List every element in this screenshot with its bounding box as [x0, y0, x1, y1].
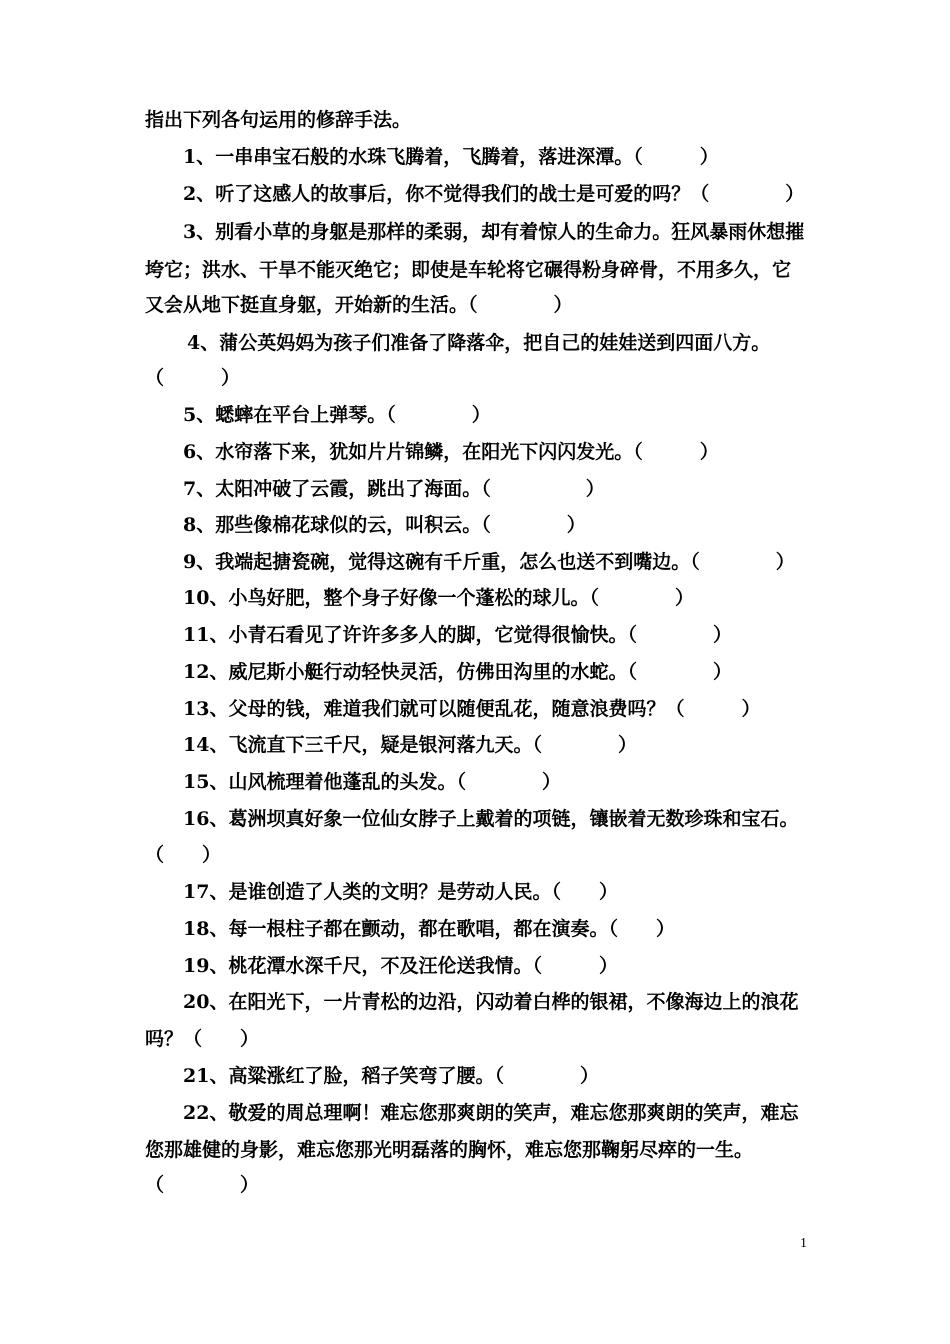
question-line: 11、小青石看见了许许多多人的脚，它觉得很愉快。（ ） [183, 624, 732, 646]
answer-blank: （ ） [145, 1174, 260, 1196]
question-line: 10、小鸟好肥，整个身子好像一个蓬松的球儿。（ ） [183, 587, 694, 609]
answer-blank: （ ） [145, 844, 222, 866]
question-line: 22、敬爱的周总理啊！难忘您那爽朗的笑声，难忘您那爽朗的笑声，难忘 [183, 1102, 799, 1124]
question-line: 20、在阳光下，一片青松的边沿，闪动着白桦的银裙，不像海边上的浪花 [183, 991, 799, 1013]
question-line: 4、蒲公英妈妈为孩子们准备了降落伞，把自己的娃娃送到四面八方。 [187, 332, 771, 354]
question-line: 1、一串串宝石般的水珠飞腾着，飞腾着，落进深潭。（ ） [183, 146, 719, 168]
answer-blank: （ ） [145, 367, 241, 389]
question-line: 18、每一根柱子都在颤动，都在歌唱，都在演奏。（ ） [183, 918, 675, 940]
page-number: 1 [800, 1236, 807, 1251]
question-line: 9、我端起搪瓷碗，觉得这碗有千斤重，怎么也送不到嘴边。（ ） [183, 551, 795, 573]
question-line: 21、高粱涨红了脸，稻子笑弯了腰。（ ） [183, 1065, 599, 1087]
question-line: 19、桃花潭水深千尺，不及汪伦送我情。（ ） [183, 955, 618, 977]
question-line: 16、葛洲坝真好象一位仙女脖子上戴着的项链，镶嵌着无数珍珠和宝石。 [183, 808, 799, 830]
question-line: 8、那些像棉花球似的云，叫积云。（ ） [183, 514, 586, 536]
question-line: 2、听了这感人的故事后，你不觉得我们的战士是可爱的吗？（ ） [183, 183, 805, 205]
document-title: 指出下列各句运用的修辞手法。 [145, 109, 412, 131]
question-line: 3、别看小草的身躯是那样的柔弱，却有着惊人的生命力。狂风暴雨休想摧 [183, 221, 805, 243]
question-line: 又会从地下挺直身躯，开始新的生活。（ ） [145, 294, 573, 316]
question-line: 垮它；洪水、干旱不能灭绝它；即使是车轮将它碾得粉身碎骨，不用多久，它 [145, 259, 792, 281]
question-line: 吗？（ ） [145, 1028, 260, 1050]
question-line: 13、父母的钱，难道我们就可以随便乱花，随意浪费吗？（ ） [183, 698, 761, 720]
question-line: 14、飞流直下三千尺，疑是银河落九天。（ ） [183, 734, 637, 756]
question-line: 5、蟋蟀在平台上弹琴。（ ） [183, 404, 491, 426]
question-line: 6、水帘落下来，犹如片片锦鳞，在阳光下闪闪发光。（ ） [183, 441, 719, 463]
question-line: 15、山风梳理着他蓬乱的头发。（ ） [183, 771, 561, 793]
question-line: 17、是谁创造了人类的文明？是劳动人民。（ ） [183, 881, 618, 903]
question-line: 7、太阳冲破了云霞，跳出了海面。（ ） [183, 478, 605, 500]
question-line: 您那雄健的身影，难忘您那光明磊落的胸怀，难忘您那鞠躬尽瘁的一生。 [145, 1139, 754, 1161]
question-line: 12、威尼斯小艇行动轻快灵活，仿佛田沟里的水蛇。（ ） [183, 661, 732, 683]
